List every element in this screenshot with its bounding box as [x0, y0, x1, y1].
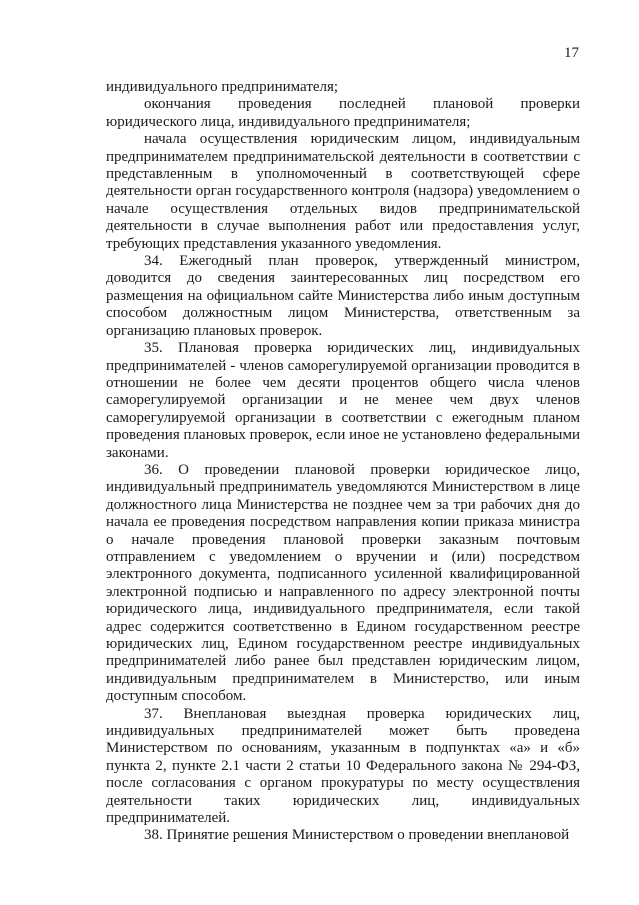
- page-number: 17: [564, 45, 579, 61]
- paragraph-clause-38: 38. Принятие решения Министерством о проведении внеплановой: [144, 827, 570, 844]
- document-body: [106, 79, 580, 845]
- paragraph-continuation: индивидуального предпринимателя;: [106, 79, 339, 95]
- paragraph-clause-36: 36. О проведении плановой проверки юридическое лицо, индивидуальный предприниматель уведомляются Министерством в лице должностного лица Министерства не позднее чем за три рабочих дня до начала ее проведения посредством направления копии приказа министра о начале проведения плановой проверки заказным почтовым отправлением с уведомлением о вручении и (или) посредством электронного документа, подписанного усиленной квалифицированной электронной подписью и направленного по адресу электронной почты юридического лица, индивидуального предпринимателя, если такой адрес содержится соответственно в Едином государственном реестре юридических лиц, Едином государственном реестре индивидуальных предпринимателей либо ранее был представлен юридическим лицом, индивидуальным предпринимателем в Министерство, или иным доступным способом.: [106, 461, 580, 705]
- paragraph-last-inspection: окончания проведения последней плановой проверки юридического лица, индивидуального предпринимателя;: [106, 96, 580, 130]
- paragraph-clause-34: 34. Ежегодный план проверок, утвержденный министром, доводится до сведения заинтересованных лиц посредством его размещения на официальном сайте Министерства либо иным доступным способом должностным лицом Министерства, ответственным за организацию плановых проверок.: [106, 253, 580, 339]
- paragraph-start-of-activity: начала осуществления юридическим лицом, индивидуальным предпринимателем предпринимательской деятельности в соответствии с представленным в уполномоченный в соответствующей сфере деятельности орган государственного контроля (надзора) уведомлением о начале осуществления отдельных видов предпринимательской деятельности в случае выполнения работ или предоставления услуг, требующих представления указанного уведомления.: [106, 131, 580, 252]
- paragraph-clause-37: 37. Внеплановая выездная проверка юридических лиц, индивидуальных предпринимателей может быть проведена Министерством по основаниям, указанным в подпунктах «а» и «б» пункта 2, пункте 2.1 части 2 статьи 10 Федерального закона № 294-ФЗ, после согласования с органом прокуратуры по месту осуществления деятельности таких юридических лиц, индивидуальных предпринимателей.: [106, 705, 580, 827]
- paragraph-clause-35: 35. Плановая проверка юридических лиц, индивидуальных предпринимателей - членов саморегулируемой организации проводится в отношении не более чем десяти процентов общего числа членов саморегулируемой организации и не менее чем двух членов саморегулируемой организации в соответствии с ежегодным планом проведения плановых проверок, если иное не установлено федеральными законами.: [106, 340, 580, 461]
